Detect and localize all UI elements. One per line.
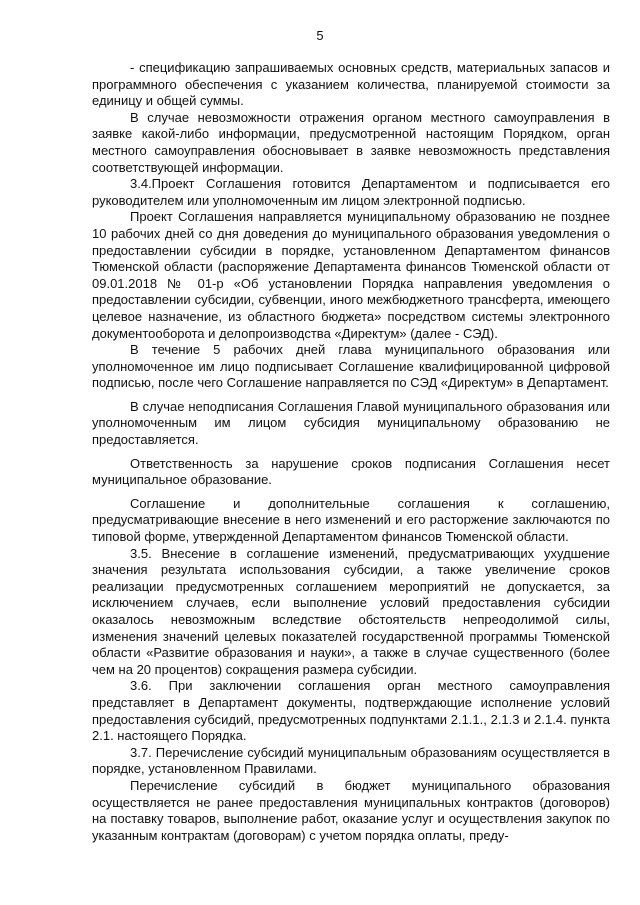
paragraph-3-6: 3.6. При заключении соглашения орган местного самоуправления представляет в Департамент документы, подтверждающие исполнение условий предоставления субсидий, предусмотренных подпунктами 2.1.1., 2.1.3 и 2.1.4. пункта 2.1. настоящего Порядка. [92, 678, 610, 744]
paragraph-signing-period: В течение 5 рабочих дней глава муниципального образования или уполномоченное им лицо подписывает Соглашение квалифицированной цифровой подписью, после чего Соглашение направляется по СЭД «Директум» в Департамент. [92, 342, 610, 391]
paragraph-additional-agreements: Соглашение и дополнительные соглашения к соглашению, предусматривающие внесение в него изменений и его расторжение заключаются по типовой форме, утвержденной Департаментом финансов Тюменской области. [92, 495, 610, 545]
paragraph-impossibility: В случае невозможности отражения органом местного самоуправления в заявке какой-либо информации, предусмотренной настоящим Порядком, орган местного самоуправления обосновывает в заявке невозможность представления соответствующей информации. [92, 109, 610, 175]
page-number: 5 [316, 28, 324, 43]
paragraph-3-7: 3.7. Перечисление субсидий муниципальным образованиям осуществляется в порядке, установленном Правилами. [92, 744, 610, 777]
paragraph-non-signing: В случае неподписания Соглашения Главой муниципального образования или уполномоченным им лицом субсидия муниципальному образованию не предоставляется. [92, 398, 610, 448]
paragraph-specification: - спецификацию запрашиваемых основных средств, материальных запасов и программного обеспечения с указанием количества, планируемой стоимости за единицу и общей суммы. [92, 60, 610, 109]
paragraph-3-5: 3.5. Внесение в соглашение изменений, предусматривающих ухудшение значения результата использования субсидии, а также увеличение сроков реализации предусмотренных соглашением мероприятий не допускается, за исключением случаев, если выполнение условий предоставления субсидии оказалось невозможным вследствие обстоятельств непреодолимой силы, изменения значений целевых показателей государственной программы Тюменской области «Развитие образования и науки», а также в случае существенного (более чем на 20 процентов) сокращения размера субсидии. [92, 545, 610, 677]
paragraph-responsibility: Ответственность за нарушение сроков подписания Соглашения несет муниципальное образование. [92, 455, 610, 488]
paragraph-draft-agreement: Проект Соглашения направляется муниципальному образованию не позднее 10 рабочих дней со дня доведения до муниципального образования уведомления о предоставлении субсидии в порядке, установленном Департаментом финансов Тюменской области (распоряжение Департамента финансов Тюменской области от 09.01.2018 № 01-р «Об установлении Порядка направления уведомления о предоставлении субсидии, субвенции, иного межбюджетного трансферта, имеющего целевое назначение, из областного бюджета» посредством системы электронного документооборота и делопроизводства «Директум» (далее - СЭД). [92, 209, 610, 341]
paragraph-3-4: 3.4.Проект Соглашения готовится Департаментом и подписывается его руководителем или уполномоченным им лицом электронной подписью. [92, 176, 610, 208]
paragraph-transfer-conditions: Перечисление субсидий в бюджет муниципального образования осуществляется не ранее предоставления муниципальных контрактов (договоров) на поставку товаров, выполнение работ, оказание услуг и осуществления закупок по указанным контрактам (договорам) с учетом порядка оплаты, преду- [92, 777, 610, 843]
document-body [92, 60, 610, 844]
